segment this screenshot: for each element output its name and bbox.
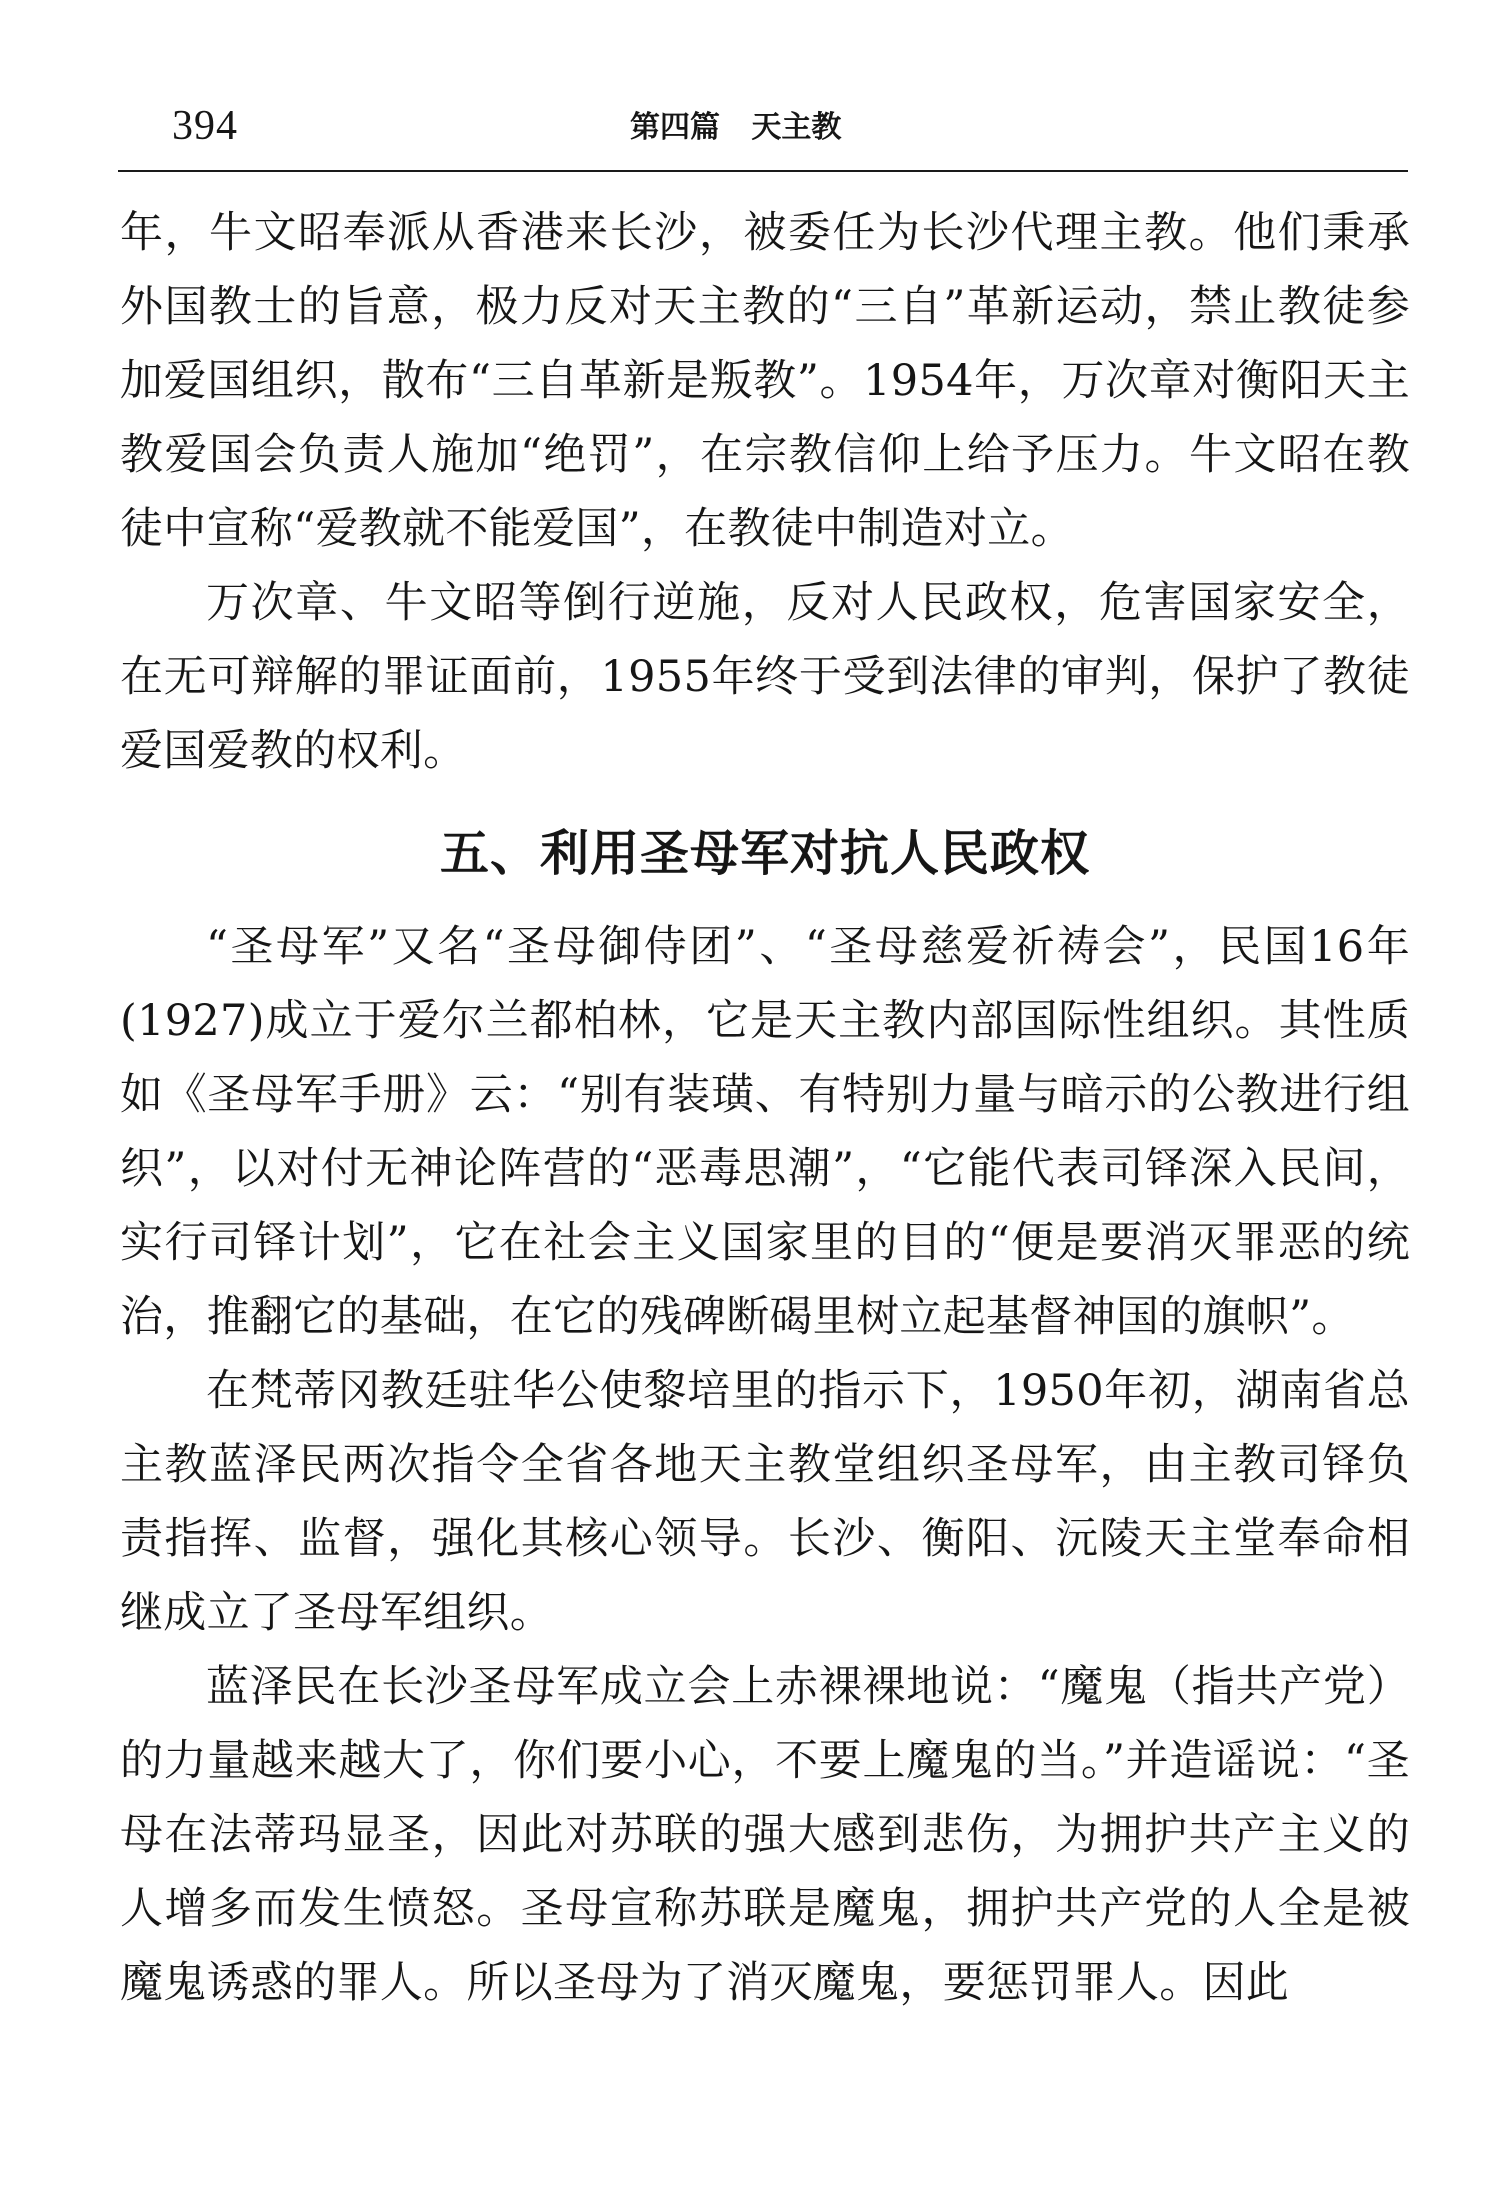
page-header — [118, 98, 1408, 168]
page-number: 394 — [172, 103, 238, 149]
header-rule — [118, 170, 1408, 172]
section-heading: 五、利用圣母军对抗人民政权 — [439, 825, 1090, 882]
body-text — [120, 196, 1410, 2020]
paragraph-1: 年，牛文昭奉派从香港来长沙，被委任为长沙代理主教。他们秉承外国教士的旨意，极力反对天主教的“三自”革新运动，禁止教徒参加爱国组织，散布“三自革新是叛教”。1954年，万次章对衡阳天主教爱国会负责人施加“绝罚”，在宗教信仰上给予压力。牛文昭在教徒中宣称“爱教就不能爱国”，在教徒中制造对立。 — [120, 208, 1410, 554]
paragraph-3: “圣母军”又名“圣母御侍团”、“圣母慈爱祈祷会”，民国16年(1927)成立于爱尔兰都柏林，它是天主教内部国际性组织。其性质如《圣母军手册》云：“别有装璜、有特别力量与暗示的公教进行组织”，以对付无神论阵营的“恶毒思潮”，“它能代表司铎深入民间，实行司铎计划”，它在社会主义国家里的目的“便是要消灭罪恶的统治，推翻它的基础，在它的残碑断碣里树立起基督神国的旗帜”。 — [120, 922, 1410, 1342]
paragraph-2: 万次章、牛文昭等倒行逆施，反对人民政权，危害国家安全，在无可辩解的罪证面前，1955年终于受到法律的审判，保护了教徒爱国爱教的权利。 — [120, 578, 1410, 776]
paragraph-5: 蓝泽民在长沙圣母军成立会上赤裸裸地说：“魔鬼（指共产党）的力量越来越大了，你们要小心，不要上魔鬼的当。”并造谣说：“圣母在法蒂玛显圣，因此对苏联的强大感到悲伤，为拥护共产主义的人增多而发生愤怒。圣母宣称苏联是魔鬼，拥护共产党的人全是被魔鬼诱惑的罪人。所以圣母为了消灭魔鬼，要惩罚罪人。因此 — [120, 1662, 1410, 2008]
running-head: 第四篇 天主教 — [630, 110, 842, 145]
paragraph-4: 在梵蒂冈教廷驻华公使黎培里的指示下，1950年初，湖南省总主教蓝泽民两次指令全省各地天主教堂组织圣母军，由主教司铎负责指挥、监督，强化其核心领导。长沙、衡阳、沅陵天主堂奉命相继成立了圣母军组织。 — [120, 1366, 1410, 1638]
